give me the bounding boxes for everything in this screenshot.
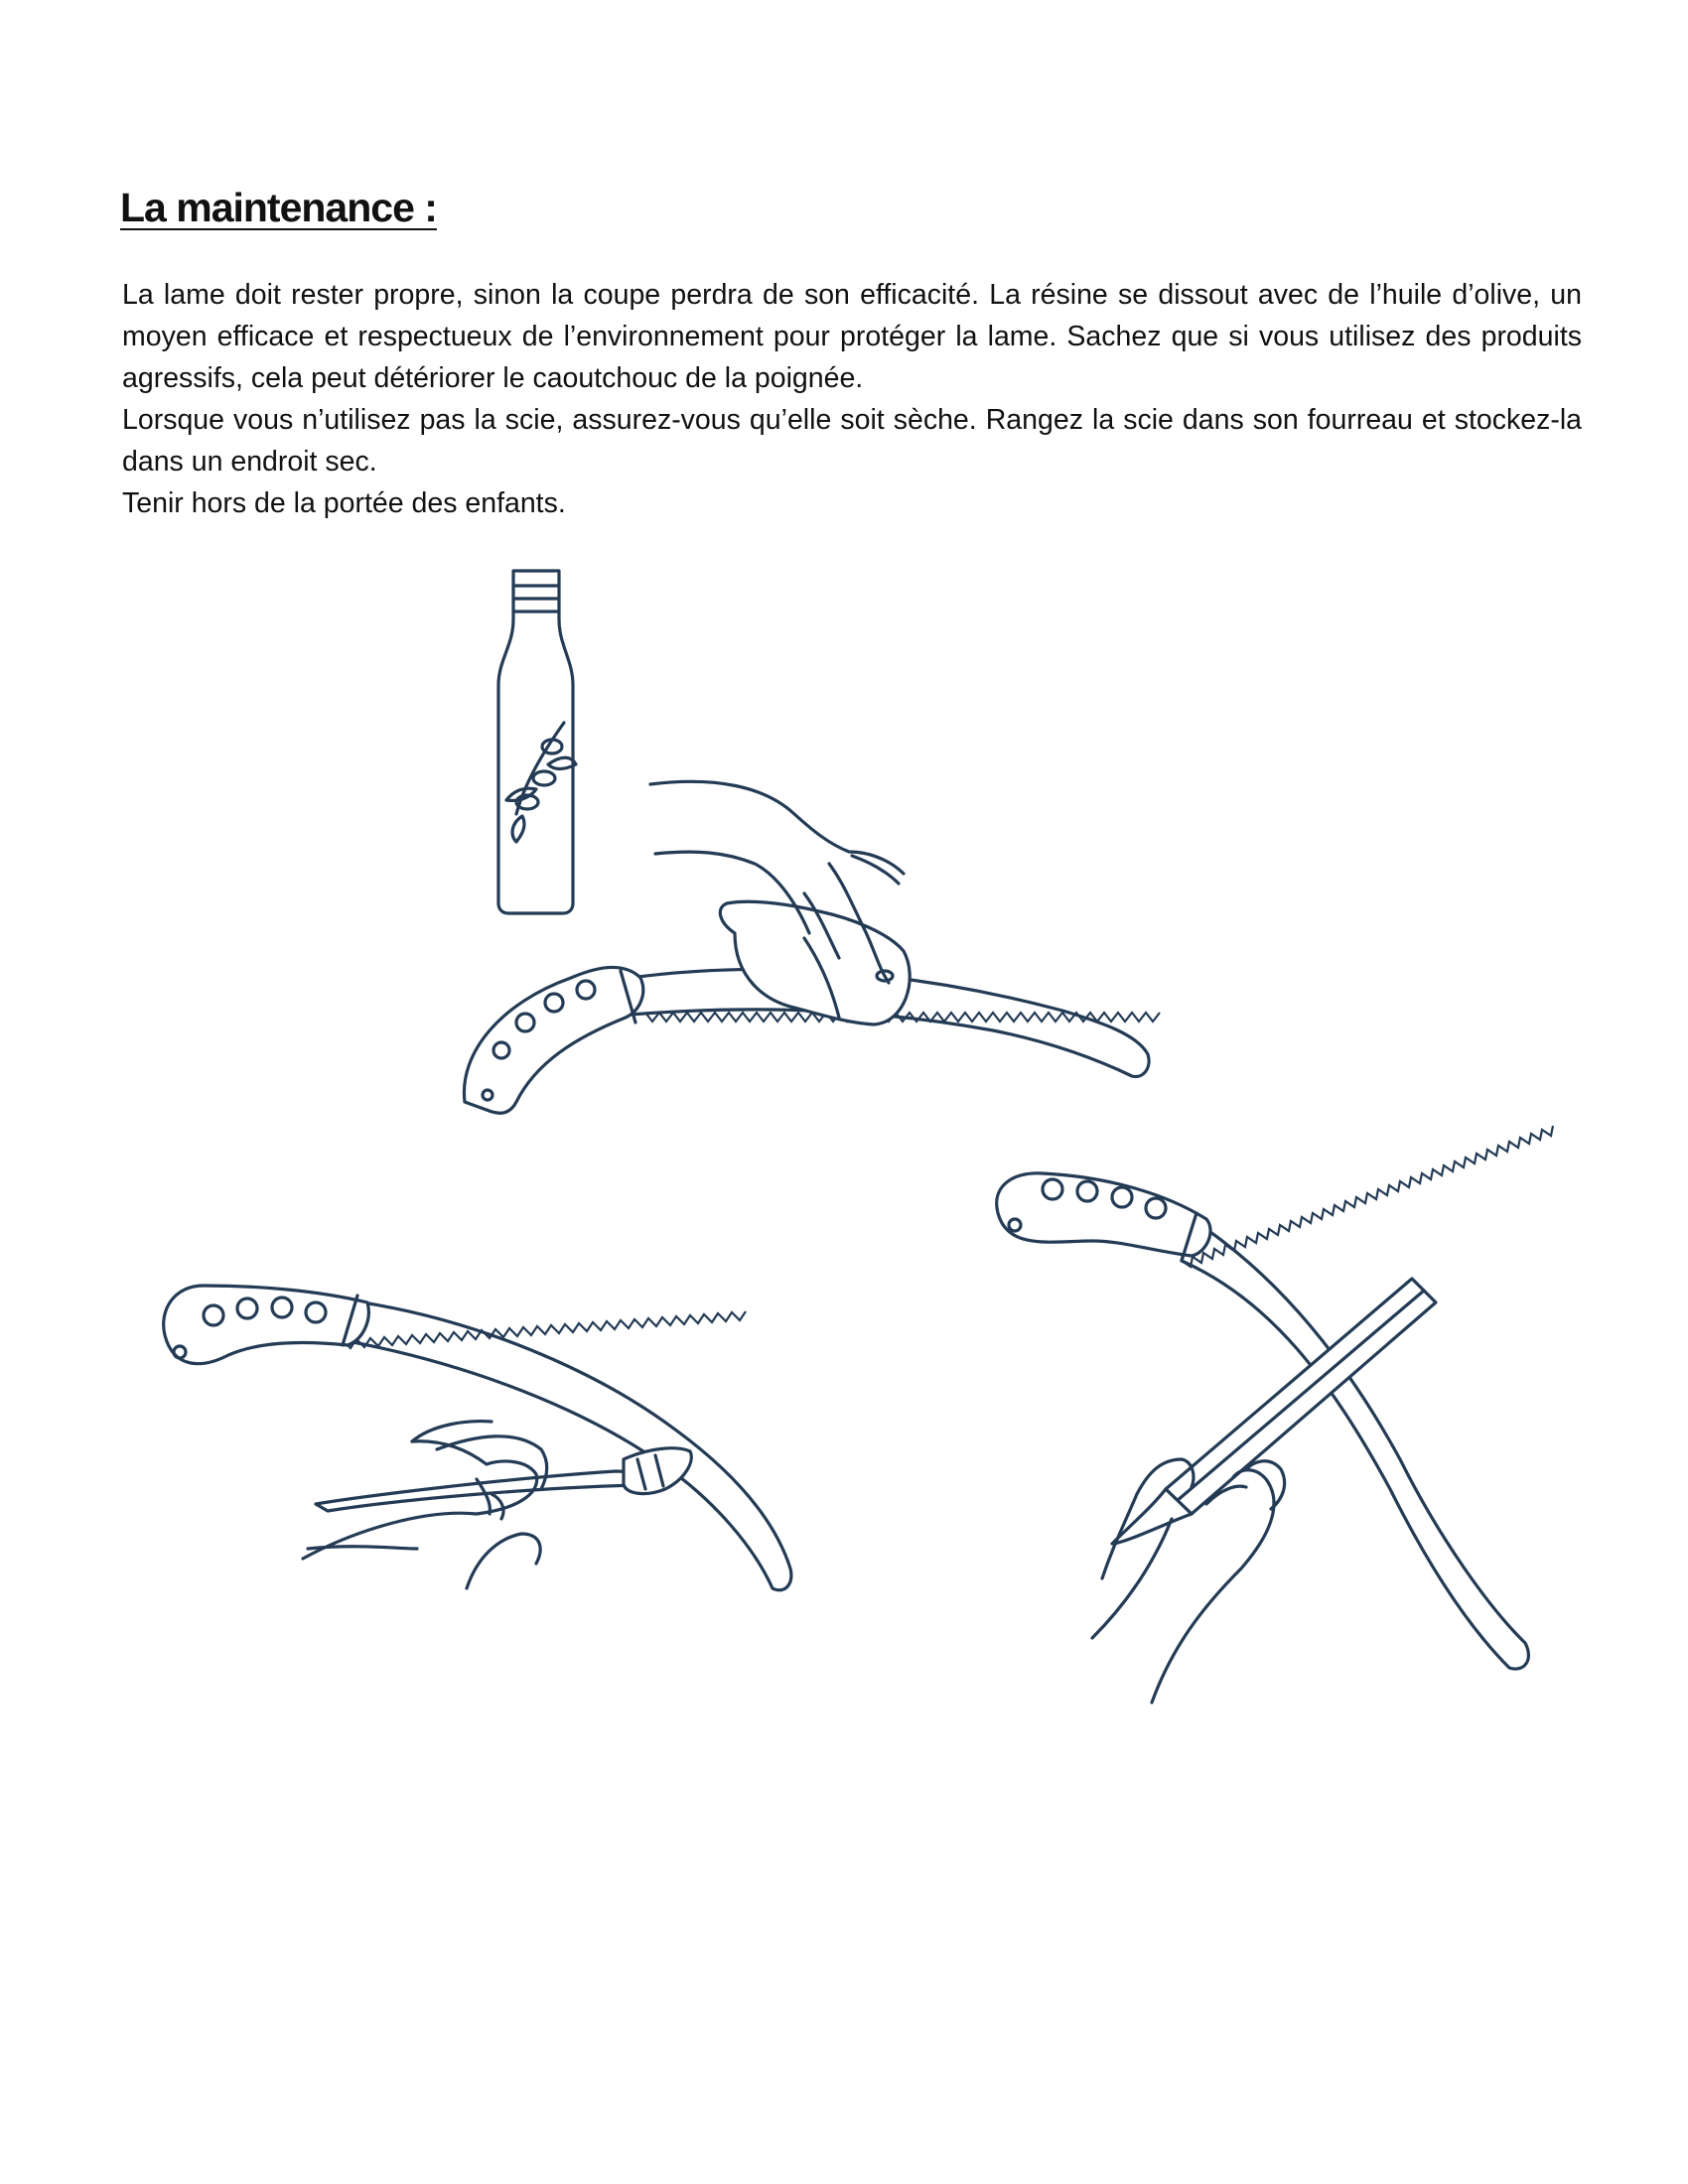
- paragraph-storage: Lorsque vous n’utilisez pas la scie, assurez-vous qu’elle soit sèche. Rangez la scie dans son fourreau et stockez-la dans un endroit sec.: [122, 404, 1582, 478]
- olive-oil-bottle-icon: [498, 571, 576, 913]
- saw-brushing-icon: [164, 1286, 791, 1590]
- saw-sharpening-file-icon: [997, 1126, 1553, 1703]
- paragraph-safety: Tenir hors de la portée des enfants.: [122, 487, 566, 519]
- paragraph-cleaning: La lame doit rester propre, sinon la coupe perdra de son efficacité. La résine se dissout avec de l’huile d’olive, un moyen efficace et respectueux de l’environnement pour protéger la lame. Sachez que si vous utilisez des produits agressifs, cela peut détériorer le caoutchouc de la poignée.: [122, 279, 1582, 394]
- page-title: La maintenance :: [120, 185, 437, 230]
